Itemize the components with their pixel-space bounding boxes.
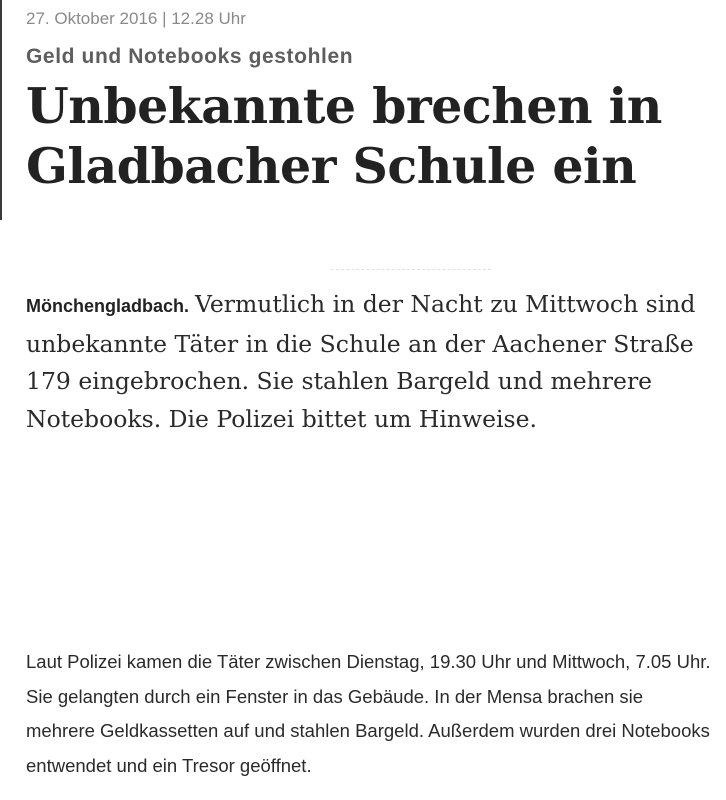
lead-text: Vermutlich in der Nacht zu Mittwoch sind unbekannte Täter in die Schule an der Aachener Straße 179 eingebrochen. Sie stahlen Bargeld und mehrere Notebooks. Die Polizei bittet um Hinweise.	[26, 290, 696, 433]
lead-dateline: Mönchengladbach.	[26, 296, 190, 316]
article-kicker: Geld und Notebooks gestohlen	[26, 45, 354, 68]
article-date: 27. Oktober 2016 | 12.28 Uhr	[26, 9, 246, 28]
article-lead	[26, 286, 716, 438]
left-edge-mark	[0, 0, 2, 220]
section-divider	[331, 269, 491, 270]
article-headline: Unbekannte brechen in Gladbacher Schule ein	[26, 77, 662, 195]
article-body: Laut Polizei kamen die Täter zwischen Dienstag, 19.30 Uhr und Mittwoch, 7.05 Uhr. Sie gelangten durch ein Fenster in das Gebäude. In der Mensa brachen sie mehrere Geldkassetten auf und stahlen Bargeld. Außerdem wurden drei Notebooks entwendet und ein Tresor geöffnet.	[26, 651, 711, 776]
